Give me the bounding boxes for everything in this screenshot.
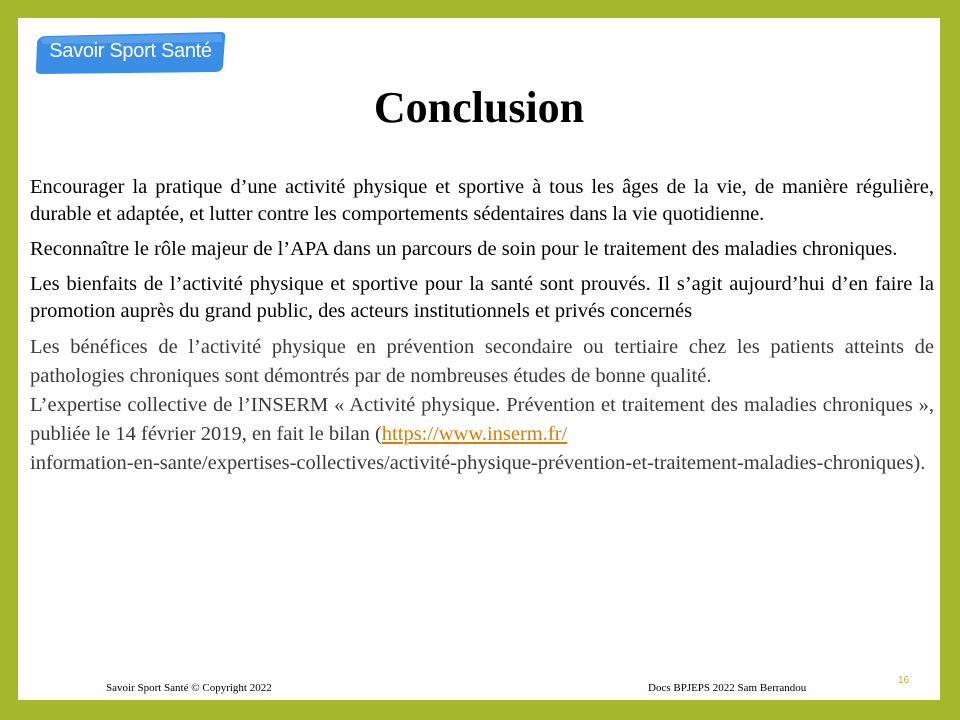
inserm-link[interactable]: https://www.inserm.fr/ [381, 423, 568, 445]
page-number: 16 [898, 675, 910, 686]
page-title: Conclusion [373, 83, 585, 132]
paragraph-apa: Reconnaître le rôle majeur de l’APA dans un parcours de soin pour le traitement des maladies chroniques. [30, 238, 898, 260]
logo-text: Savoir Sport Santé [49, 40, 212, 62]
inserm-text-before: L’expertise collective de l’INSERM « Activité physique. Prévention et traitement des maladies chroniques », publiée le 14 février 2019, en fait le bilan ( [30, 394, 934, 445]
slide-body [30, 174, 934, 478]
slide [18, 18, 940, 700]
paragraph-bienfaits: Les bienfaits de l’activité physique et sportive pour la santé sont prouvés. Il s’agit aujourd’hui d’en faire la promotion auprès du grand public, des acteurs institutionnels et privés concernés [30, 273, 934, 322]
paragraph-benefices: Les bénéfices de l’activité physique en prévention secondaire ou tertiaire chez les patients atteints de pathologies chroniques sont démontrés par de nombreuses études de bonne qualité. [30, 336, 934, 387]
paragraph-inserm [30, 391, 934, 478]
savoir-sport-sante-logo [33, 28, 228, 78]
footer-author: Docs BPJEPS 2022 Sam Berrandou [648, 682, 807, 694]
inserm-text-after: information-en-sante/expertises-collectives/activité-physique-prévention-et-traitement-maladies-chroniques). [30, 452, 926, 474]
footer-copyright: Savoir Sport Santé © Copyright 2022 [106, 682, 272, 694]
paragraph-encourager: Encourager la pratique d’une activité physique et sportive à tous les âges de la vie, de manière régulière, durable et adaptée, et lutter contre les comportements sédentaires dans la vie quotidienne. [30, 176, 934, 225]
